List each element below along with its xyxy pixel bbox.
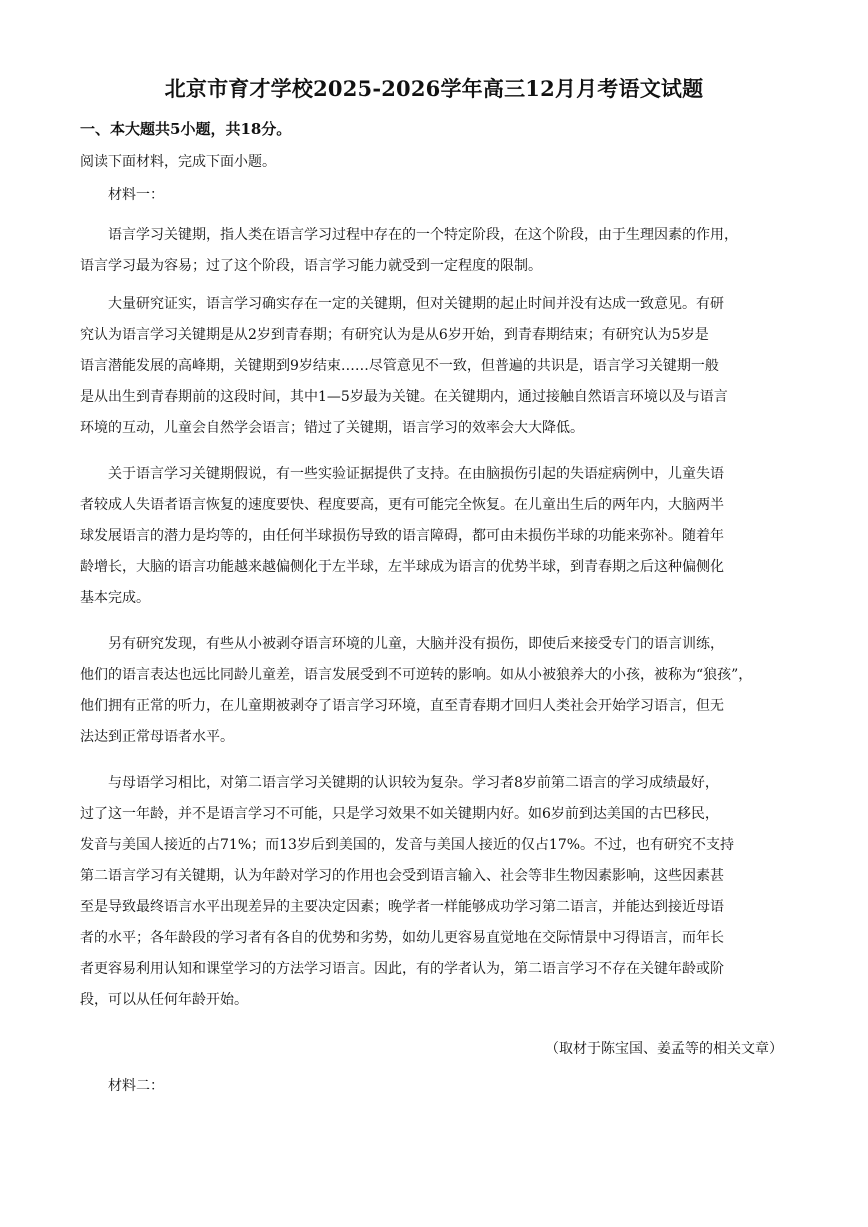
text-line: 法达到正常母语者水平。 bbox=[80, 729, 234, 745]
text-line: 他们拥有正常的听力，在儿童期被剥夺了语言学习环境，直至青春期才回归人类社会开始学习语言，但无 bbox=[80, 698, 724, 714]
text-line: 环境的互动，儿童会自然学会语言；错过了关键期，语言学习的效率会大大降低。 bbox=[80, 420, 584, 436]
text-line: 大量研究证实，语言学习确实存在一定的关键期，但对关键期的起止时间并没有达成一致意见。有研 bbox=[108, 296, 724, 312]
text-line: 者较成人失语者语言恢复的速度要快、程度要高，更有可能完全恢复。在儿童出生后的两年内，大脑两半 bbox=[80, 497, 724, 513]
text-line: 是从出生到青春期前的这段时间，其中1—5岁最为关键。在关键期内，通过接触自然语言环境以及与语言 bbox=[80, 389, 728, 405]
text-line: 过了这一年龄，并不是语言学习不可能，只是学习效果不如关键期内好。如6岁前到达美国的古巴移民， bbox=[80, 806, 719, 822]
paragraph bbox=[80, 289, 792, 444]
text-line: 者的水平；各年龄段的学习者有各自的优势和劣势，如幼儿更容易直觉地在交际情景中习得语言，而年长 bbox=[80, 930, 724, 946]
material-one-label: 材料一： bbox=[108, 187, 164, 203]
text-line: 至是导致最终语言水平出现差异的主要决定因素；晚学者一样能够成功学习第二语言，并能达到接近母语 bbox=[80, 899, 724, 915]
section-heading: 一、本大题共5小题，共18分。 bbox=[80, 120, 292, 138]
text-line: 关于语言学习关键期假说，有一些实验证据提供了支持。在由脑损伤引起的失语症病例中，儿童失语 bbox=[108, 466, 724, 482]
text-line: 者更容易利用认知和课堂学习的方法学习语言。因此，有的学者认为，第二语言学习不存在关键年龄或阶 bbox=[80, 961, 724, 977]
text-line: 究认为语言学习关键期是从2岁到青春期；有研究认为是从6岁开始，到青春期结束；有研究认为5岁是 bbox=[80, 327, 709, 343]
text-line: 他们的语言表达也远比同龄儿童差，语言发展受到不可逆转的影响。如从小被狼养大的小孩，被称为“狼孩”， bbox=[80, 667, 753, 683]
paragraph bbox=[80, 629, 792, 753]
paragraph bbox=[80, 459, 792, 614]
text-line: 发音与美国人接近的占71%；而13岁后到美国的，发音与美国人接近的仅占17%。不过，也有研究不支持 bbox=[80, 837, 735, 853]
paragraph bbox=[80, 768, 792, 1016]
text-line: 球发展语言的潜力是均等的，由任何半球损伤导致的语言障碍，都可由未损伤半球的功能来弥补。随着年 bbox=[80, 528, 724, 544]
text-line: 段，可以从任何年龄开始。 bbox=[80, 992, 248, 1008]
material-two-label: 材料二： bbox=[108, 1078, 164, 1094]
text-line: 语言学习关键期，指人类在语言学习过程中存在的一个特定阶段，在这个阶段，由于生理因素的作用， bbox=[108, 227, 738, 243]
source-citation: （取材于陈宝国、姜孟等的相关文章） bbox=[545, 1041, 783, 1057]
text-line: 另有研究发现，有些从小被剥夺语言环境的儿童，大脑并没有损伤，即使后来接受专门的语言训练， bbox=[108, 636, 724, 652]
page-title: 北京市育才学校2025-2026学年高三12月月考语文试题 bbox=[164, 76, 704, 101]
text-line: 基本完成。 bbox=[80, 590, 150, 606]
reading-instruction: 阅读下面材料，完成下面小题。 bbox=[80, 154, 276, 170]
text-line: 第二语言学习有关键期，认为年龄对学习的作用也会受到语言输入、社会等非生物因素影响，这些因素甚 bbox=[80, 868, 724, 884]
text-line: 语言潜能发展的高峰期，关键期到9岁结束……尽管意见不一致，但普遍的共识是，语言学习关键期一般 bbox=[80, 358, 719, 374]
text-line: 龄增长，大脑的语言功能越来越偏侧化于左半球，左半球成为语言的优势半球，到青春期之后这种偏侧化 bbox=[80, 559, 724, 575]
paragraph bbox=[80, 220, 792, 282]
text-line: 语言学习最为容易；过了这个阶段，语言学习能力就受到一定程度的限制。 bbox=[80, 258, 542, 274]
text-line: 与母语学习相比，对第二语言学习关键期的认识较为复杂。学习者8岁前第二语言的学习成绩最好， bbox=[108, 775, 719, 791]
